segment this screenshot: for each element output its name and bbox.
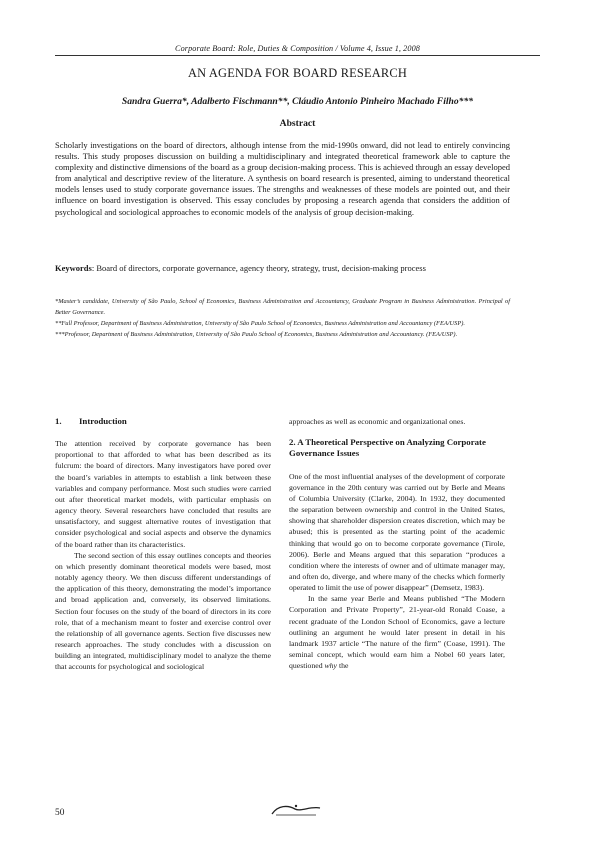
abstract-heading: Abstract xyxy=(279,118,316,129)
section-2-heading: 2. A Theoretical Perspective on Analyzing Corporate Governance Issues xyxy=(289,437,486,459)
section-1-title: Introduction xyxy=(79,416,127,426)
author-notes xyxy=(55,296,510,340)
abstract-text: Scholarly investigations on the board of directors, although intense from the mid-1990s onward, did not lead to entirely convincing results. This study proposes discussion on building a multidisciplinary and integrated theoretical framework able to capture the complexity and distinctive dimensions of the board as a group decision-making process. This is achieved through an essay developed from analytical and descriptive review of the literature. A synthesis on board research is presented, aiming to understand theoretical models lenses used to study corporate governance issues. The strengths and weaknesses of these models are pointed out, and their influence on board investigation is observed. This essay concludes by proposing a research agenda that considers the addition of psychological and sociological approaches to economic models of the analysis of group decision-making. xyxy=(55,140,510,217)
section-1-number: 1. xyxy=(55,416,62,426)
body-paragraph xyxy=(289,593,505,671)
paragraph-text: the xyxy=(337,661,349,671)
emphasis: why xyxy=(324,661,337,671)
paper-title: AN AGENDA FOR BOARD RESEARCH xyxy=(187,66,408,80)
publisher-logo xyxy=(268,803,324,817)
paragraph-text: In the same year Berle and Means published “The Modern Corporation and Private Property”, 21-year-old Ronald Coase, a recent graduate of the London School of Economics, gave a lecture outlining an argument he would later present in detail in his landmark 1937 article “The nature of the firm” (Coase, 1991). The seminal concept, which would earn him a Nobel 60 years later, questioned xyxy=(289,594,505,671)
left-column xyxy=(55,416,271,672)
body-paragraph: The attention received by corporate governance has been proportional to that afforded to what has been described as its fulcrum: the board of directors. Many investigators have pored over the board’s variables in attempts to establish a link between these variables and company performance. Most such studies were carried out after theoretical market models, with particular emphasis on agency theory. Several researchers have concluded that results are unsatisfactory, and suggest alternative routes of investigation that consider psychological and social aspects and observe the dynamics of the board rather than its characteristics. xyxy=(55,439,271,549)
author-list: Sandra Guerra*, Adalberto Fischmann**, Cláudio Antonio Pinheiro Machado Filho*** xyxy=(121,96,474,107)
body-paragraph: The second section of this essay outlines concepts and theories on which presently dominant theoretical models were based, most notably agency theory. We then discuss different understandings of the application of this theory, demonstrating the model’s importance and broad application and, conversely, its observed limitations. Section four focuses on the study of the board of directors in its core role, that of a mechanism meant to foster and exercise control over the relationship of all governance agents. Section five discusses new research approaches. The study concludes with a discussion on building an integrated, multidisciplinary model to analyze the theme that accounts for psychological and sociological xyxy=(55,550,271,672)
author-note: ***Professor, Department of Business Administration, University of São Paulo School of Economics, Business Administration and Accountancy. (FEA/USP). xyxy=(55,331,458,339)
body-paragraph: One of the most influential analyses of the development of corporate governance in the 20th century was carried out by Berle and Means of Columbia University (Clarke, 2004). In 1932, they documented the separation between ownership and control in the United States, showing that shareholder dispersion creates discretion, which may be abused; this is presented as the starting point of the academic thinking that would go on to become corporate governance (Tirole, 2006). Berle and Means argued that this separation “produces a condition where the interests of owner and of ultimate manager may, and often do, diverge, and where many of the checks which formerly operated to limit the use of power disappear” (Demsetz, 1983). xyxy=(289,471,505,593)
keywords-text: : Board of directors, corporate governance, agency theory, strategy, trust, decision-making process xyxy=(91,263,426,273)
author-note: **Full Professor, Department of Business Administration, University of São Paulo School of Economics, Business Administration and Accountancy (FEA/USP). xyxy=(55,320,465,328)
keywords-label: Keywords xyxy=(55,263,92,273)
body-paragraph: approaches as well as economic and organizational ones. xyxy=(289,417,466,426)
page-number: 50 xyxy=(55,808,65,818)
author-note: *Master’s candidate, University of São Paulo, School of Economics, Business Administration and Accountancy, Graduate Program in Business Administration. Principal of Better Governance. xyxy=(55,298,510,317)
right-column xyxy=(289,416,505,671)
running-head: Corporate Board: Role, Duties & Composition / Volume 4, Issue 1, 2008 xyxy=(175,44,420,53)
header-rule xyxy=(55,55,540,56)
section-1-heading xyxy=(55,416,271,427)
keywords xyxy=(55,263,510,274)
